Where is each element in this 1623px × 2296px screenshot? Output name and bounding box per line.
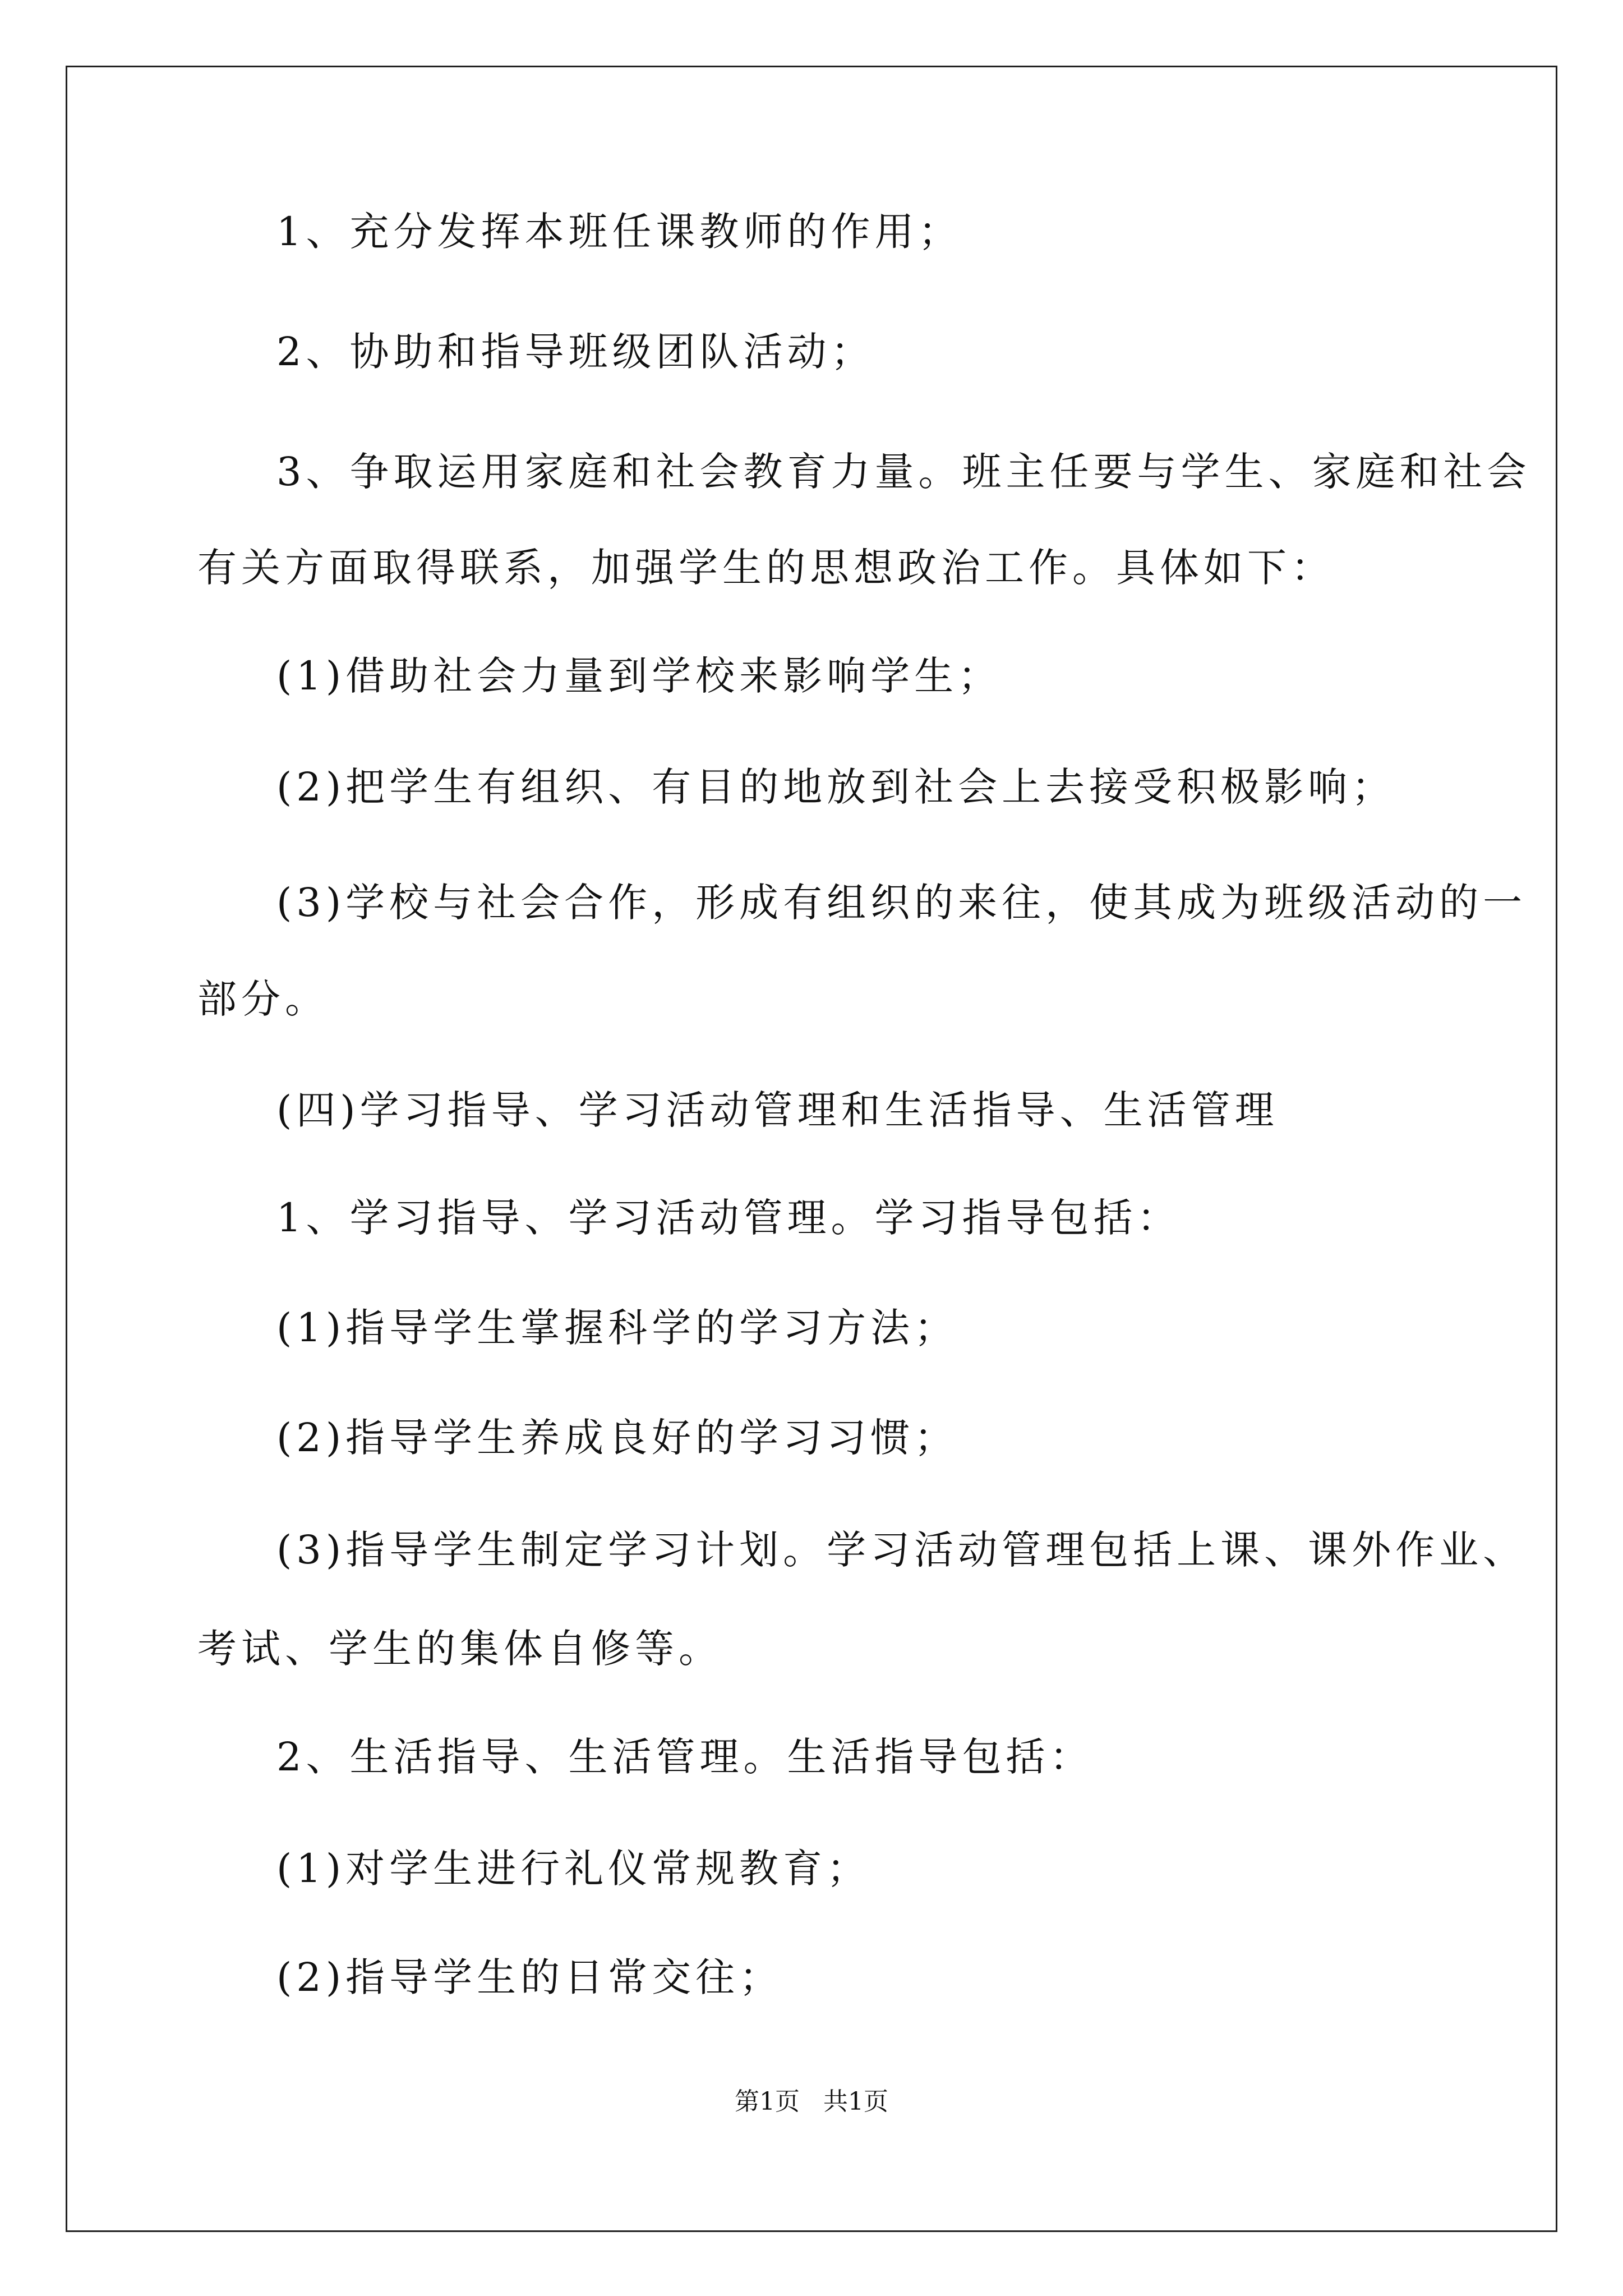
paragraph: (1)借助社会力量到学校来影响学生； [276, 653, 1002, 699]
paragraph: (1)对学生进行礼仪常规教育； [276, 1846, 871, 1892]
paragraph: 2、协助和指导班级团队活动； [276, 329, 875, 375]
paragraph-continuation: 有关方面取得联系，加强学生的思想政治工作。具体如下： [197, 545, 1335, 591]
paragraph: 1、充分发挥本班任课教师的作用； [276, 209, 962, 255]
paragraph-continuation: 部分。 [197, 976, 329, 1022]
page-border [66, 66, 1557, 2232]
page-number-footer: 第1页 共1页 [735, 2087, 888, 2116]
paragraph: 3、争取运用家庭和社会教育力量。班主任要与学生、家庭和社会 [276, 449, 1531, 495]
paragraph: 1、学习指导、学习活动管理。学习指导包括： [276, 1195, 1181, 1241]
paragraph: (3)学校与社会合作，形成有组织的来往，使其成为班级活动的一 [276, 880, 1527, 926]
paragraph: (1)指导学生掌握科学的学习方法； [276, 1305, 958, 1351]
section-heading: (四)学习指导、学习活动管理和生活指导、生活管理 [276, 1087, 1279, 1133]
paragraph: (3)指导学生制定学习计划。学习活动管理包括上课、课外作业、 [276, 1527, 1527, 1573]
paragraph: (2)指导学生养成良好的学习习惯； [276, 1415, 958, 1461]
paragraph-continuation: 考试、学生的集体自修等。 [197, 1626, 722, 1672]
paragraph: (2)指导学生的日常交往； [276, 1954, 783, 2000]
paragraph: (2)把学生有组织、有目的地放到社会上去接受积极影响； [276, 764, 1396, 810]
paragraph: 2、生活指导、生活管理。生活指导包括： [276, 1734, 1094, 1780]
